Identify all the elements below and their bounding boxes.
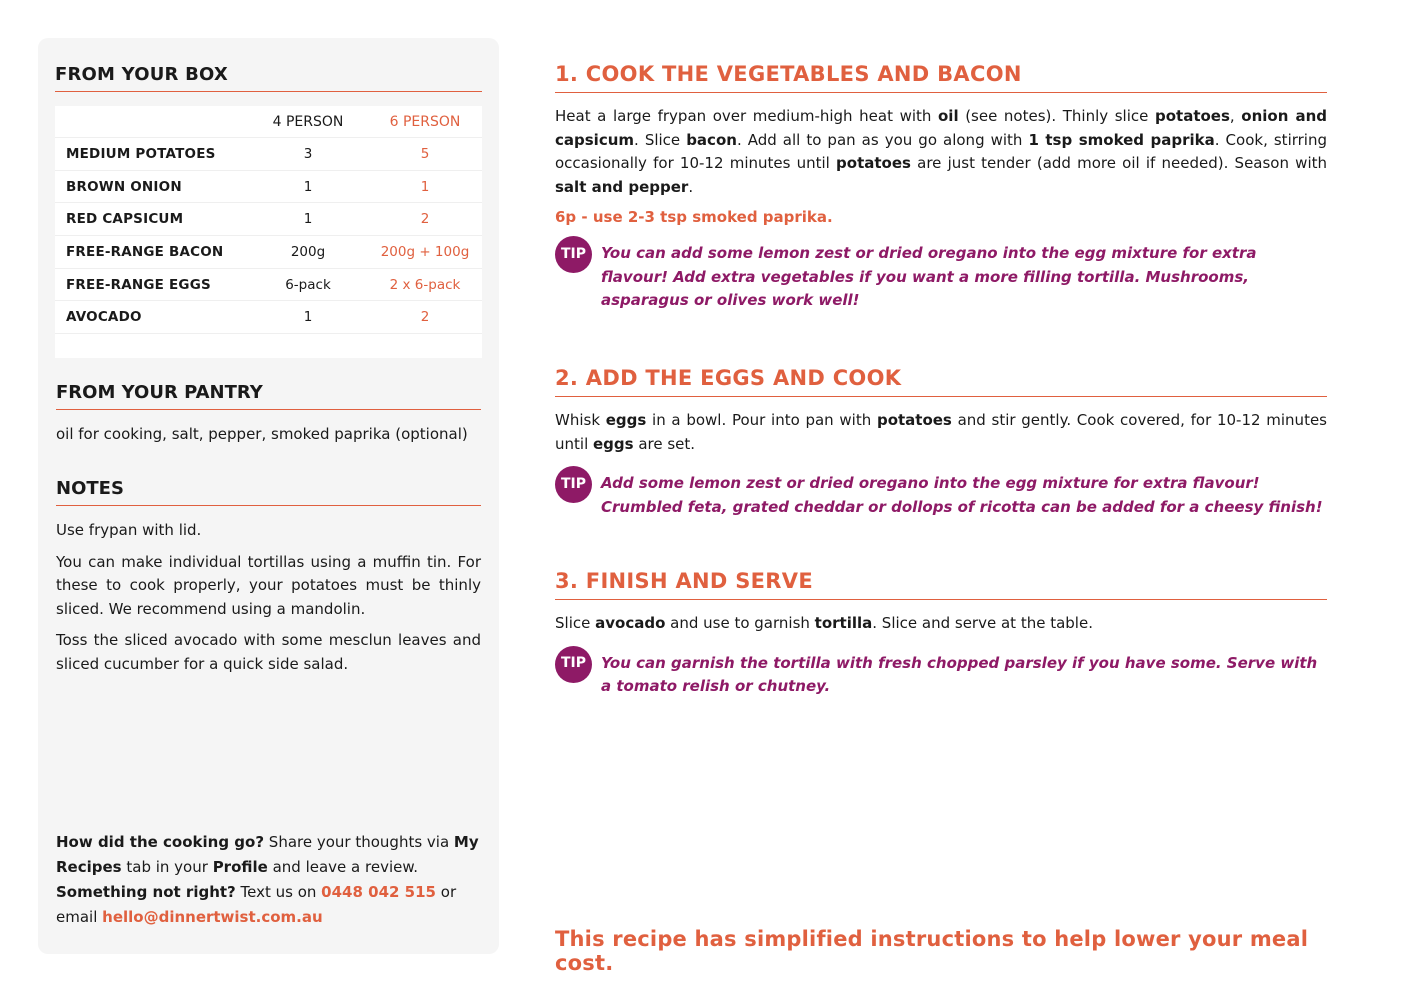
note-item: You can make individual tortillas using a muffin tin. For these to cook properly, your potatoes must be thinly sliced. We recommend using a mandolin. [56, 552, 481, 618]
tip-text: You can garnish the tortilla with fresh chopped parsley if you have some. Serve with a tomato relish or chutney. [601, 653, 1318, 695]
bold-ingredient: eggs [593, 434, 634, 453]
problem-question: Something not right? [56, 883, 236, 901]
instruction-text: Heat a large frypan over medium-high heat with [555, 107, 938, 125]
instruction-text: , [1229, 107, 1242, 125]
qty-6-person: 200g + 100g [380, 243, 470, 260]
feedback-contact: Something not right? Text us on 0448 042 515 or email hello@dinnertwist.com.au [56, 883, 457, 926]
feedback-review: How did the cooking go? Share your thoughts via My Recipes tab in your Profile and leave a review. [56, 833, 479, 876]
instruction-text: and stir gently. Cook covered, for 10-12 minutes until [555, 411, 1327, 453]
tip-badge-icon: TIP [555, 646, 592, 683]
note-item: Toss the sliced avocado with some mesclun leaves and sliced cucumber for a quick side salad. [56, 631, 481, 673]
notes-title: NOTES [56, 478, 481, 506]
table-row [55, 203, 482, 236]
step-3-tip [555, 652, 1327, 699]
instruction-text: are set. [633, 434, 696, 453]
bold-ingredient: onion and capsicum [555, 107, 1327, 149]
qty-6-person: 2 [420, 211, 430, 228]
phone-link[interactable]: 0448 042 515 [321, 883, 436, 901]
bold-ingredient: tortilla [814, 614, 873, 632]
step-1-body [555, 105, 1327, 199]
bold-ingredient: eggs [605, 411, 647, 429]
step-1 [555, 62, 1327, 313]
header-6-person: 6 PERSON [389, 113, 461, 130]
note-item: Use frypan with lid. [56, 521, 202, 539]
qty-6-person: 2 x 6-pack [389, 276, 461, 293]
tip-text: You can add some lemon zest or dried oregano into the egg mixture for extra flavour! Add extra vegetables if you want a more filling tortilla. Mushrooms, asparagus or olives work well! [601, 244, 1257, 309]
qty-4-person: 1 [303, 211, 313, 228]
qty-6-person: 5 [420, 145, 430, 162]
table-row [55, 138, 482, 171]
simplified-instructions-note: This recipe has simplified instructions to help lower your meal cost. [555, 927, 1309, 975]
instruction-text: . Cook, stirring occasionally for 10-12 minutes until [555, 130, 1327, 172]
ingredients-panel [38, 38, 499, 954]
bold-ingredient: potatoes [836, 154, 911, 172]
header-4-person: 4 PERSON [272, 113, 344, 130]
step-3 [555, 569, 1327, 699]
bold-ingredient: 1 tsp smoked paprika [1028, 130, 1215, 149]
qty-6-person: 2 [420, 309, 430, 326]
step-3-body [555, 612, 1327, 636]
instruction-text: and use to garnish [665, 614, 815, 632]
instruction-text: (see notes). Thinly slice [958, 107, 1155, 125]
feedback-block [56, 830, 481, 930]
feedback-question: How did the cooking go? [56, 833, 265, 851]
step-2-body [555, 409, 1327, 456]
from-your-box-title: FROM YOUR BOX [55, 64, 482, 92]
qty-4-person: 200g [290, 243, 326, 260]
qty-6-person: 1 [420, 178, 430, 195]
bold-ingredient: potatoes [1154, 107, 1230, 125]
step-1-6p-note: 6p - use 2-3 tsp smoked paprika. [555, 208, 833, 226]
table-header [55, 106, 482, 138]
tip-badge-icon: TIP [555, 466, 592, 503]
my-recipes-link[interactable]: My Recipes [56, 833, 479, 876]
bold-ingredient: bacon [686, 130, 737, 149]
notes-list [56, 519, 481, 684]
ingredients-table [55, 106, 482, 358]
profile-link[interactable]: Profile [212, 858, 268, 876]
instruction-text: Whisk [555, 411, 606, 429]
qty-4-person: 3 [303, 145, 313, 162]
bold-ingredient: potatoes [876, 411, 952, 429]
instruction-text: . Slice [634, 130, 687, 149]
step-2 [555, 366, 1327, 519]
ingredient-name: FREE-RANGE BACON [66, 243, 224, 260]
table-row [55, 269, 482, 302]
instruction-text: . Slice and serve at the table. [872, 614, 1093, 632]
step-1-tip [555, 242, 1327, 313]
email-link[interactable]: hello@dinnertwist.com.au [102, 908, 323, 926]
table-row [55, 171, 482, 204]
table-row [55, 301, 482, 334]
pantry-items: oil for cooking, salt, pepper, smoked paprika (optional) [56, 425, 468, 443]
ingredient-name: FREE-RANGE EGGS [66, 276, 211, 293]
bold-ingredient: avocado [595, 614, 666, 632]
ingredient-name: MEDIUM POTATOES [66, 145, 216, 162]
step-2-title: 2. ADD THE EGGS AND COOK [555, 366, 1327, 397]
qty-4-person: 6-pack [285, 276, 331, 293]
from-your-pantry-title: FROM YOUR PANTRY [56, 382, 481, 410]
ingredient-name: RED CAPSICUM [66, 211, 184, 228]
ingredient-name: BROWN ONION [66, 178, 182, 195]
step-3-title: 3. FINISH AND SERVE [555, 569, 1327, 600]
tip-text: Add some lemon zest or dried oregano into the egg mixture for extra flavour! Crumbled feta, grated cheddar or dollops of ricotta can be added for a cheesy finish! [601, 474, 1323, 516]
bold-ingredient: oil [938, 107, 959, 125]
qty-4-person: 1 [303, 178, 313, 195]
step-1-title: 1. COOK THE VEGETABLES AND BACON [555, 62, 1327, 93]
instruction-text: Slice [555, 614, 596, 632]
tip-badge-icon: TIP [555, 236, 592, 273]
instruction-text: are just tender (add more oil if needed). Season with [910, 154, 1327, 172]
instruction-text: . [688, 177, 694, 196]
ingredient-name: AVOCADO [66, 309, 142, 326]
bold-ingredient: salt and pepper [555, 177, 689, 196]
step-2-tip [555, 472, 1327, 519]
instruction-text: in a bowl. Pour into pan with [646, 411, 877, 429]
table-row [55, 236, 482, 269]
qty-4-person: 1 [303, 309, 313, 326]
instruction-text: . Add all to pan as you go along with [736, 130, 1029, 149]
